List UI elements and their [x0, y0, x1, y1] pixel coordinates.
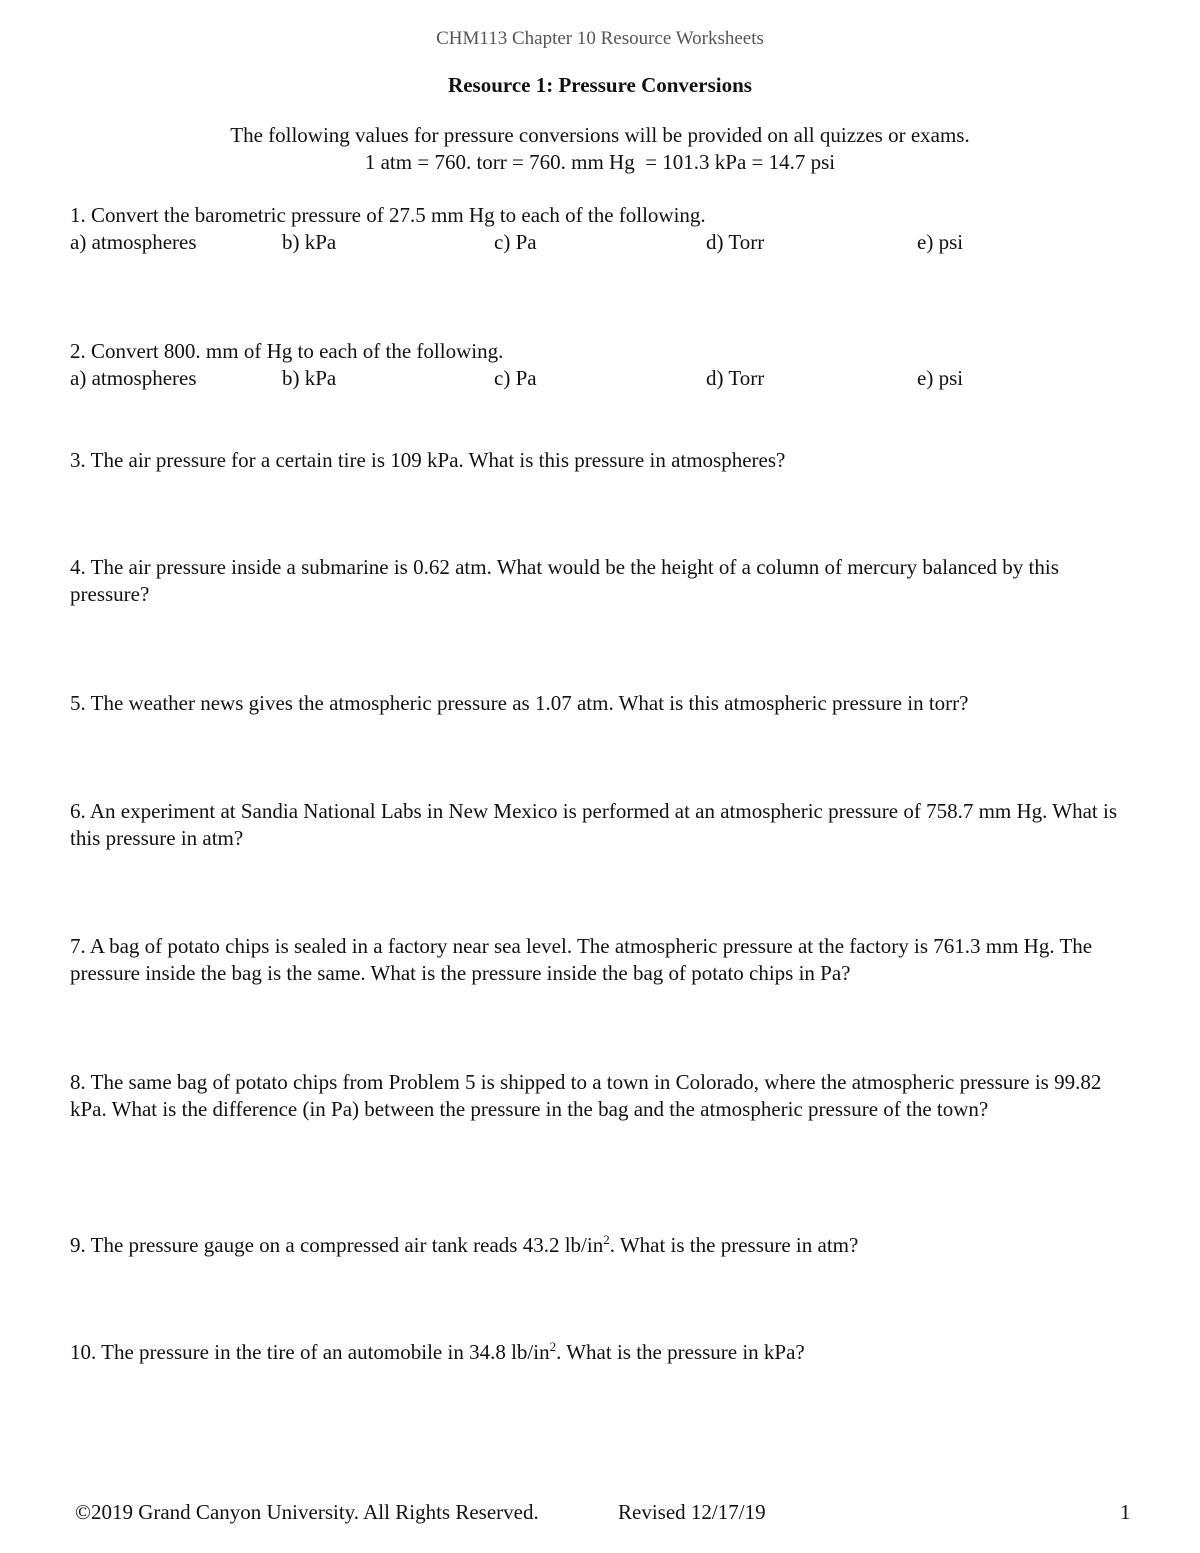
page-header: CHM113 Chapter 10 Resource Worksheets — [436, 28, 764, 49]
option-d: d) Torr — [706, 230, 765, 254]
option-a: a) atmospheres — [70, 366, 197, 390]
footer-copyright: ©2019 Grand Canyon University. All Rights Reserved. — [75, 1500, 539, 1524]
option-c: c) Pa — [494, 366, 537, 390]
question-6: 6. An experiment at Sandia National Labs in New Mexico is performed at an atmospheric pressure of 758.7 mm Hg. What is this pressure in atm? — [70, 799, 1118, 850]
option-e: e) psi — [917, 230, 964, 254]
question-2-options — [70, 365, 1140, 392]
question-7: 7. A bag of potato chips is sealed in a factory near sea level. The atmospheric pressure at the factory is 761.3 mm Hg. The pressure inside the bag is the same. What is the pressure inside the bag of potato chips in Pa? — [70, 934, 1093, 985]
footer-revised: Revised 12/17/19 — [618, 1500, 766, 1524]
option-a: a) atmospheres — [70, 230, 197, 254]
question-2: 2. Convert 800. mm of Hg to each of the following. — [70, 339, 504, 363]
question-10-text: 10. The pressure in the tire of an automobile in 34.8 lb/in — [70, 1340, 550, 1364]
question-9-text: 9. The pressure gauge on a compressed air tank reads 43.2 lb/in — [70, 1233, 604, 1257]
option-b: b) kPa — [282, 366, 337, 390]
question-8: 8. The same bag of potato chips from Problem 5 is shipped to a town in Colorado, where the atmospheric pressure is 99.82 kPa. What is the difference (in Pa) between the pressure in the bag and the atmospheric pressure of the town? — [70, 1070, 1102, 1121]
question-1-options — [70, 229, 1140, 256]
intro-line-1: The following values for pressure conversions will be provided on all quizzes or exams. — [230, 123, 970, 147]
question-9-text-end: . What is the pressure in atm? — [609, 1233, 859, 1257]
question-10 — [70, 1339, 1140, 1366]
question-10-text-end: . What is the pressure in kPa? — [556, 1340, 805, 1364]
option-d: d) Torr — [706, 366, 765, 390]
option-b: b) kPa — [282, 230, 337, 254]
superscript: 2 — [549, 1339, 557, 1354]
page-title: Resource 1: Pressure Conversions — [448, 73, 752, 97]
option-c: c) Pa — [494, 230, 537, 254]
question-5: 5. The weather news gives the atmospheric pressure as 1.07 atm. What is this atmospheric pressure in torr? — [70, 691, 969, 715]
intro-line-2: 1 atm = 760. torr = 760. mm Hg = 101.3 kPa = 14.7 psi — [364, 150, 836, 174]
intro-block — [0, 122, 1200, 176]
question-9 — [70, 1232, 1140, 1259]
question-3: 3. The air pressure for a certain tire is 109 kPa. What is this pressure in atmospheres? — [70, 448, 786, 472]
superscript: 2 — [603, 1232, 610, 1247]
option-e: e) psi — [917, 366, 964, 390]
page-number: 1 — [1120, 1500, 1131, 1524]
question-4: 4. The air pressure inside a submarine is 0.62 atm. What would be the height of a column of mercury balanced by this pressure? — [70, 555, 1059, 606]
question-1: 1. Convert the barometric pressure of 27.5 mm Hg to each of the following. — [70, 203, 706, 227]
